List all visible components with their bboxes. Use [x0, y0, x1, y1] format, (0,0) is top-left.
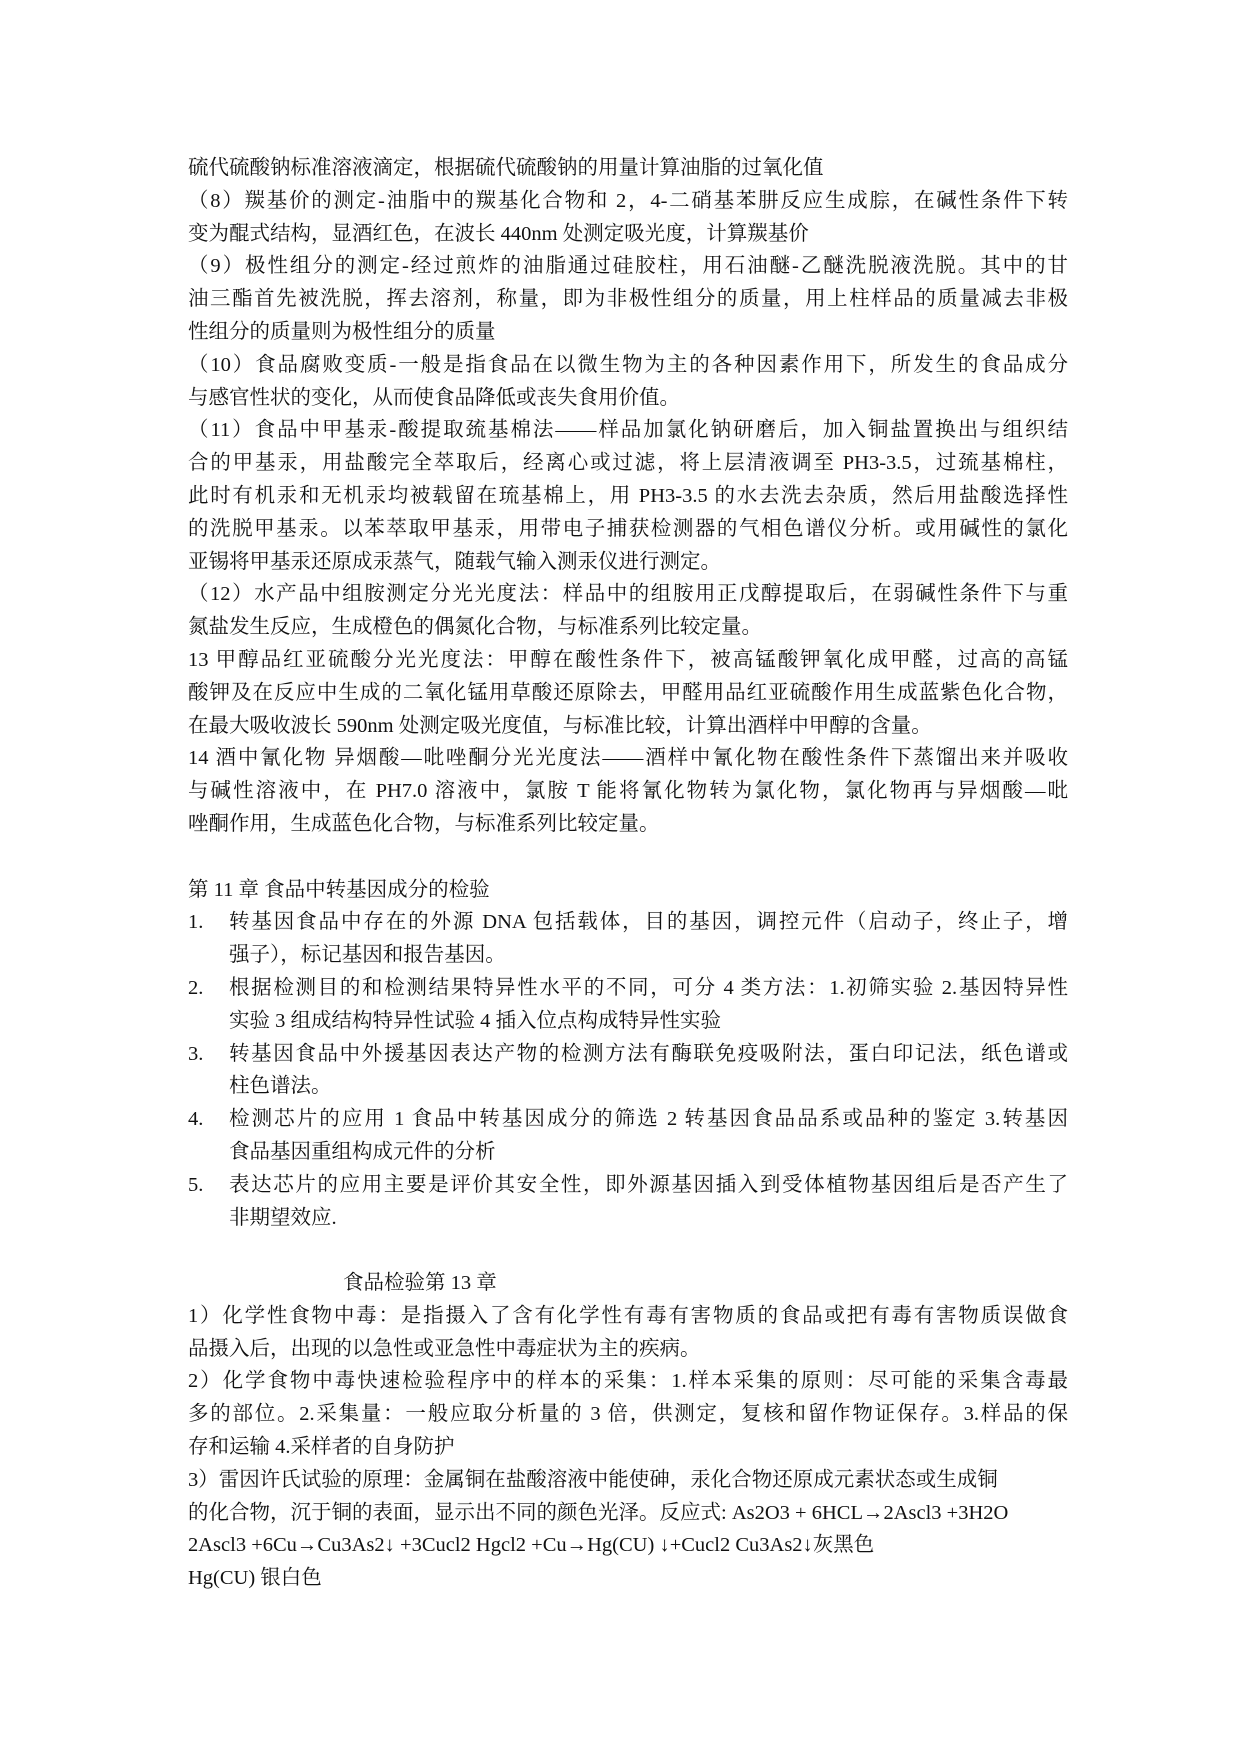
list-item — [188, 972, 1068, 1038]
list-item — [188, 1169, 1068, 1235]
text-line: 的化合物，沉于铜的表面，显示出不同的颜色光泽。反应式: As2O3 + 6HCL→2Ascl3 +3H2O — [188, 1501, 1009, 1524]
list-number: 2. — [188, 976, 204, 999]
list-number: 3. — [188, 1042, 204, 1065]
document-page — [188, 152, 1068, 1595]
list-item-text — [229, 1038, 1068, 1104]
text-line: 14 酒中氰化物 异烟酸—吡唑酮分光光度法——酒样中氰化物在酸性条件下蒸馏出来并吸收 — [188, 747, 1068, 770]
chapter-13-body — [188, 1300, 1068, 1595]
text-line: 2Ascl3 +6Cu→Cu3As2↓ +3Cucl2 Hgcl2 +Cu→Hg(CU) ↓+Cucl2 Cu3As2↓灰黑色 — [188, 1534, 875, 1557]
list-number: 5. — [188, 1173, 204, 1196]
text-line: 性组分的质量则为极性组分的质量 — [188, 320, 496, 343]
text-line: 变为醌式结构，显酒红色，在波长 440nm 处测定吸光度，计算羰基价 — [188, 222, 809, 245]
text-line: 表达芯片的应用主要是评价其安全性，即外源基因插入到受体植物基因组后是否产生了 — [229, 1173, 1068, 1196]
text-line: 存和运输 4.采样者的自身防护 — [188, 1436, 455, 1459]
text-line: 的洗脱甲基汞。以苯萃取甲基汞，用带电子捕获检测器的气相色谱仪分析。或用碱性的氯化 — [188, 517, 1068, 540]
chapter-11-heading: 第 11 章 食品中转基因成分的检验 — [188, 878, 490, 901]
text-line: （12）水产品中组胺测定分光光度法：样品中的组胺用正戊醇提取后，在弱碱性条件下与重 — [188, 583, 1068, 606]
list-item-text — [229, 972, 1068, 1038]
list-item — [188, 1103, 1068, 1169]
text-line: 酸钾及在反应中生成的二氧化锰用草酸还原除去，甲醛用品红亚硫酸作用生成蓝紫色化合物， — [188, 681, 1068, 704]
text-line: 多的部位。2.采集量：一般应取分析量的 3 倍，供测定，复核和留作物证保存。3.样品的保 — [188, 1403, 1068, 1426]
list-item-text — [229, 1169, 1068, 1235]
text-line: 柱色谱法。 — [229, 1075, 332, 1098]
chapter-11-list — [188, 906, 1068, 1234]
text-line: 合的甲基汞，用盐酸完全萃取后，经离心或过滤，将上层清液调至 PH3-3.5，过巯基棉柱， — [188, 452, 1068, 475]
text-line: 食品基因重组构成元件的分析 — [229, 1140, 496, 1163]
list-item-text — [229, 1103, 1068, 1169]
text-line: 转基因食品中存在的外源 DNA 包括载体，目的基因，调控元件（启动子，终止子，增 — [229, 911, 1068, 934]
list-item-text — [229, 906, 1068, 972]
text-line: （11）食品中甲基汞-酸提取巯基棉法——样品加氯化钠研磨后，加入铜盐置换出与组织结 — [188, 419, 1068, 442]
text-line: Hg(CU) 银白色 — [188, 1567, 322, 1590]
text-line: 3）雷因许氏试验的原理：金属铜在盐酸溶液中能使砷，汞化合物还原成元素状态或生成铜 — [188, 1468, 998, 1491]
chapter-13-heading: 食品检验第 13 章 — [343, 1272, 497, 1295]
text-line: 唑酮作用，生成蓝色化合物，与标准系列比较定量。 — [188, 812, 660, 835]
text-line: 根据检测目的和检测结果特异性水平的不同，可分 4 类方法：1.初筛实验 2.基因特异性 — [229, 976, 1068, 999]
text-line: （8）羰基价的测定-油脂中的羰基化合物和 2，4-二硝基苯肼反应生成腙，在碱性条件下转 — [188, 189, 1068, 212]
text-line: 转基因食品中外援基因表达产物的检测方法有酶联免疫吸附法，蛋白印记法，纸色谱或 — [229, 1042, 1068, 1065]
text-line: 硫代硫酸钠标准溶液滴定，根据硫代硫酸钠的用量计算油脂的过氧化值 — [188, 157, 824, 179]
text-line: 2）化学食物中毒快速检验程序中的样本的采集：1.样本采集的原则：尽可能的采集含毒最 — [188, 1370, 1068, 1393]
text-line: 与感官性状的变化，从而使食品降低或丧失食用价值。 — [188, 386, 680, 409]
list-item — [188, 1038, 1068, 1104]
list-number: 1. — [188, 911, 204, 934]
text-line: （9）极性组分的测定-经过煎炸的油脂通过硅胶柱，用石油醚-乙醚洗脱液洗脱。其中的甘 — [188, 255, 1068, 278]
spacer — [188, 841, 1068, 874]
text-line: 13 甲醇品红亚硫酸分光光度法：甲醇在酸性条件下，被高锰酸钾氧化成甲醛，过高的高锰 — [188, 648, 1068, 671]
text-line: 实验 3 组成结构特异性试验 4 插入位点构成特异性实验 — [229, 1009, 721, 1032]
text-line: 品摄入后，出现的以急性或亚急性中毒症状为主的疾病。 — [188, 1337, 701, 1360]
text-line: 油三酯首先被洗脱，挥去溶剂，称量，即为非极性组分的质量，用上柱样品的质量减去非极 — [188, 288, 1068, 311]
text-line: 与碱性溶液中，在 PH7.0 溶液中，氯胺 T 能将氰化物转为氯化物，氯化物再与异烟酸—吡 — [188, 780, 1068, 803]
text-line: （10）食品腐败变质-一般是指食品在以微生物为主的各种因素作用下，所发生的食品成分 — [188, 353, 1068, 376]
list-number: 4. — [188, 1108, 204, 1131]
text-line: 检测芯片的应用 1 食品中转基因成分的筛选 2 转基因食品品系或品种的鉴定 3.转基因 — [229, 1108, 1068, 1131]
spacer — [188, 1234, 1068, 1267]
section-food-analysis-methods — [188, 152, 1068, 841]
text-line: 氮盐发生反应，生成橙色的偶氮化合物，与标准系列比较定量。 — [188, 616, 762, 639]
list-item — [188, 906, 1068, 972]
text-line: 亚锡将甲基汞还原成汞蒸气，随载气输入测汞仪进行测定。 — [188, 550, 721, 573]
text-line: 1）化学性食物中毒：是指摄入了含有化学性有毒有害物质的食品或把有毒有害物质误做食 — [188, 1304, 1068, 1327]
text-line: 非期望效应. — [229, 1206, 337, 1229]
text-line: 强子），标记基因和报告基因。 — [229, 944, 506, 967]
text-line: 在最大吸收波长 590nm 处测定吸光度值，与标准比较，计算出酒样中甲醇的含量。 — [188, 714, 932, 737]
text-line: 此时有机汞和无机汞均被载留在琉基棉上，用 PH3-3.5 的水去洗去杂质，然后用盐酸选择性 — [188, 484, 1068, 507]
